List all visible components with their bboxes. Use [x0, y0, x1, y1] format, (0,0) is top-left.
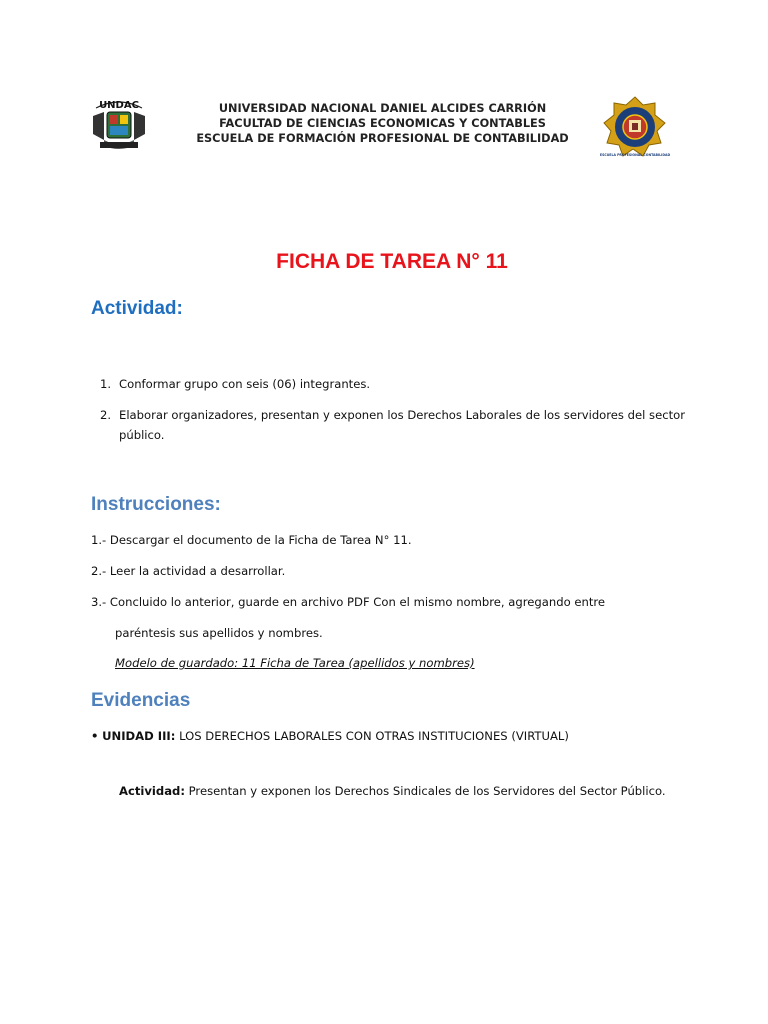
list-item-number: 2. — [100, 408, 112, 422]
institution-header — [160, 101, 605, 146]
evidencia-actividad-text: Presentan y exponen los Derechos Sindicales de los Servidores del Sector Público. — [188, 784, 666, 798]
instruction-step-1: 1.- Descargar el documento de la Ficha de Tarea N° 11. — [91, 533, 412, 547]
list-item — [100, 405, 690, 445]
list-item-text: Elaborar organizadores, presentan y exponen los Derechos Laborales de los servidores del sector público. — [119, 408, 685, 442]
university-name: UNIVERSIDAD NACIONAL DANIEL ALCIDES CARRIÓN — [218, 102, 547, 115]
save-model-note: Modelo de guardado: 11 Ficha de Tarea (apellidos y nombres) — [115, 656, 475, 670]
activity-list — [100, 374, 690, 456]
list-item-text: Conformar grupo con seis (06) integrantes. — [119, 377, 371, 391]
unidad-bullet-item — [91, 729, 569, 743]
evidencia-actividad-label: Actividad: — [119, 784, 185, 798]
actividad-heading: Actividad: — [91, 298, 183, 319]
contabilidad-seal-logo — [600, 96, 670, 158]
list-item-number: 1. — [100, 377, 112, 391]
evidencia-actividad — [119, 784, 666, 798]
list-item — [100, 374, 690, 394]
instruction-step-3: 3.- Concluido lo anterior, guarde en archivo PDF Con el mismo nombre, agregando entre — [91, 595, 606, 609]
faculty-name: FACULTAD DE CIENCIAS ECONOMICAS Y CONTABLES — [219, 117, 546, 130]
evidencias-heading: Evidencias — [91, 690, 191, 711]
page-title: FICHA DE TAREA N° 11 — [276, 250, 508, 273]
unidad-text: LOS DERECHOS LABORALES CON OTRAS INSTITUCIONES (VIRTUAL) — [179, 729, 569, 743]
bullet-icon: • — [91, 729, 99, 743]
instruction-step-3-continuation: paréntesis sus apellidos y nombres. — [115, 626, 323, 640]
instruction-step-2: 2.- Leer la actividad a desarrollar. — [91, 564, 286, 578]
instrucciones-heading: Instrucciones: — [91, 494, 221, 515]
school-name: ESCUELA DE FORMACIÓN PROFESIONAL DE CONTABILIDAD — [196, 132, 569, 145]
unidad-label: UNIDAD III: — [102, 729, 176, 743]
undac-logo-text: UNDAC — [99, 100, 139, 111]
seal-ring-text: ESCUELA PROFESIONAL CONTABILIDAD — [600, 153, 670, 157]
undac-logo — [90, 94, 148, 154]
